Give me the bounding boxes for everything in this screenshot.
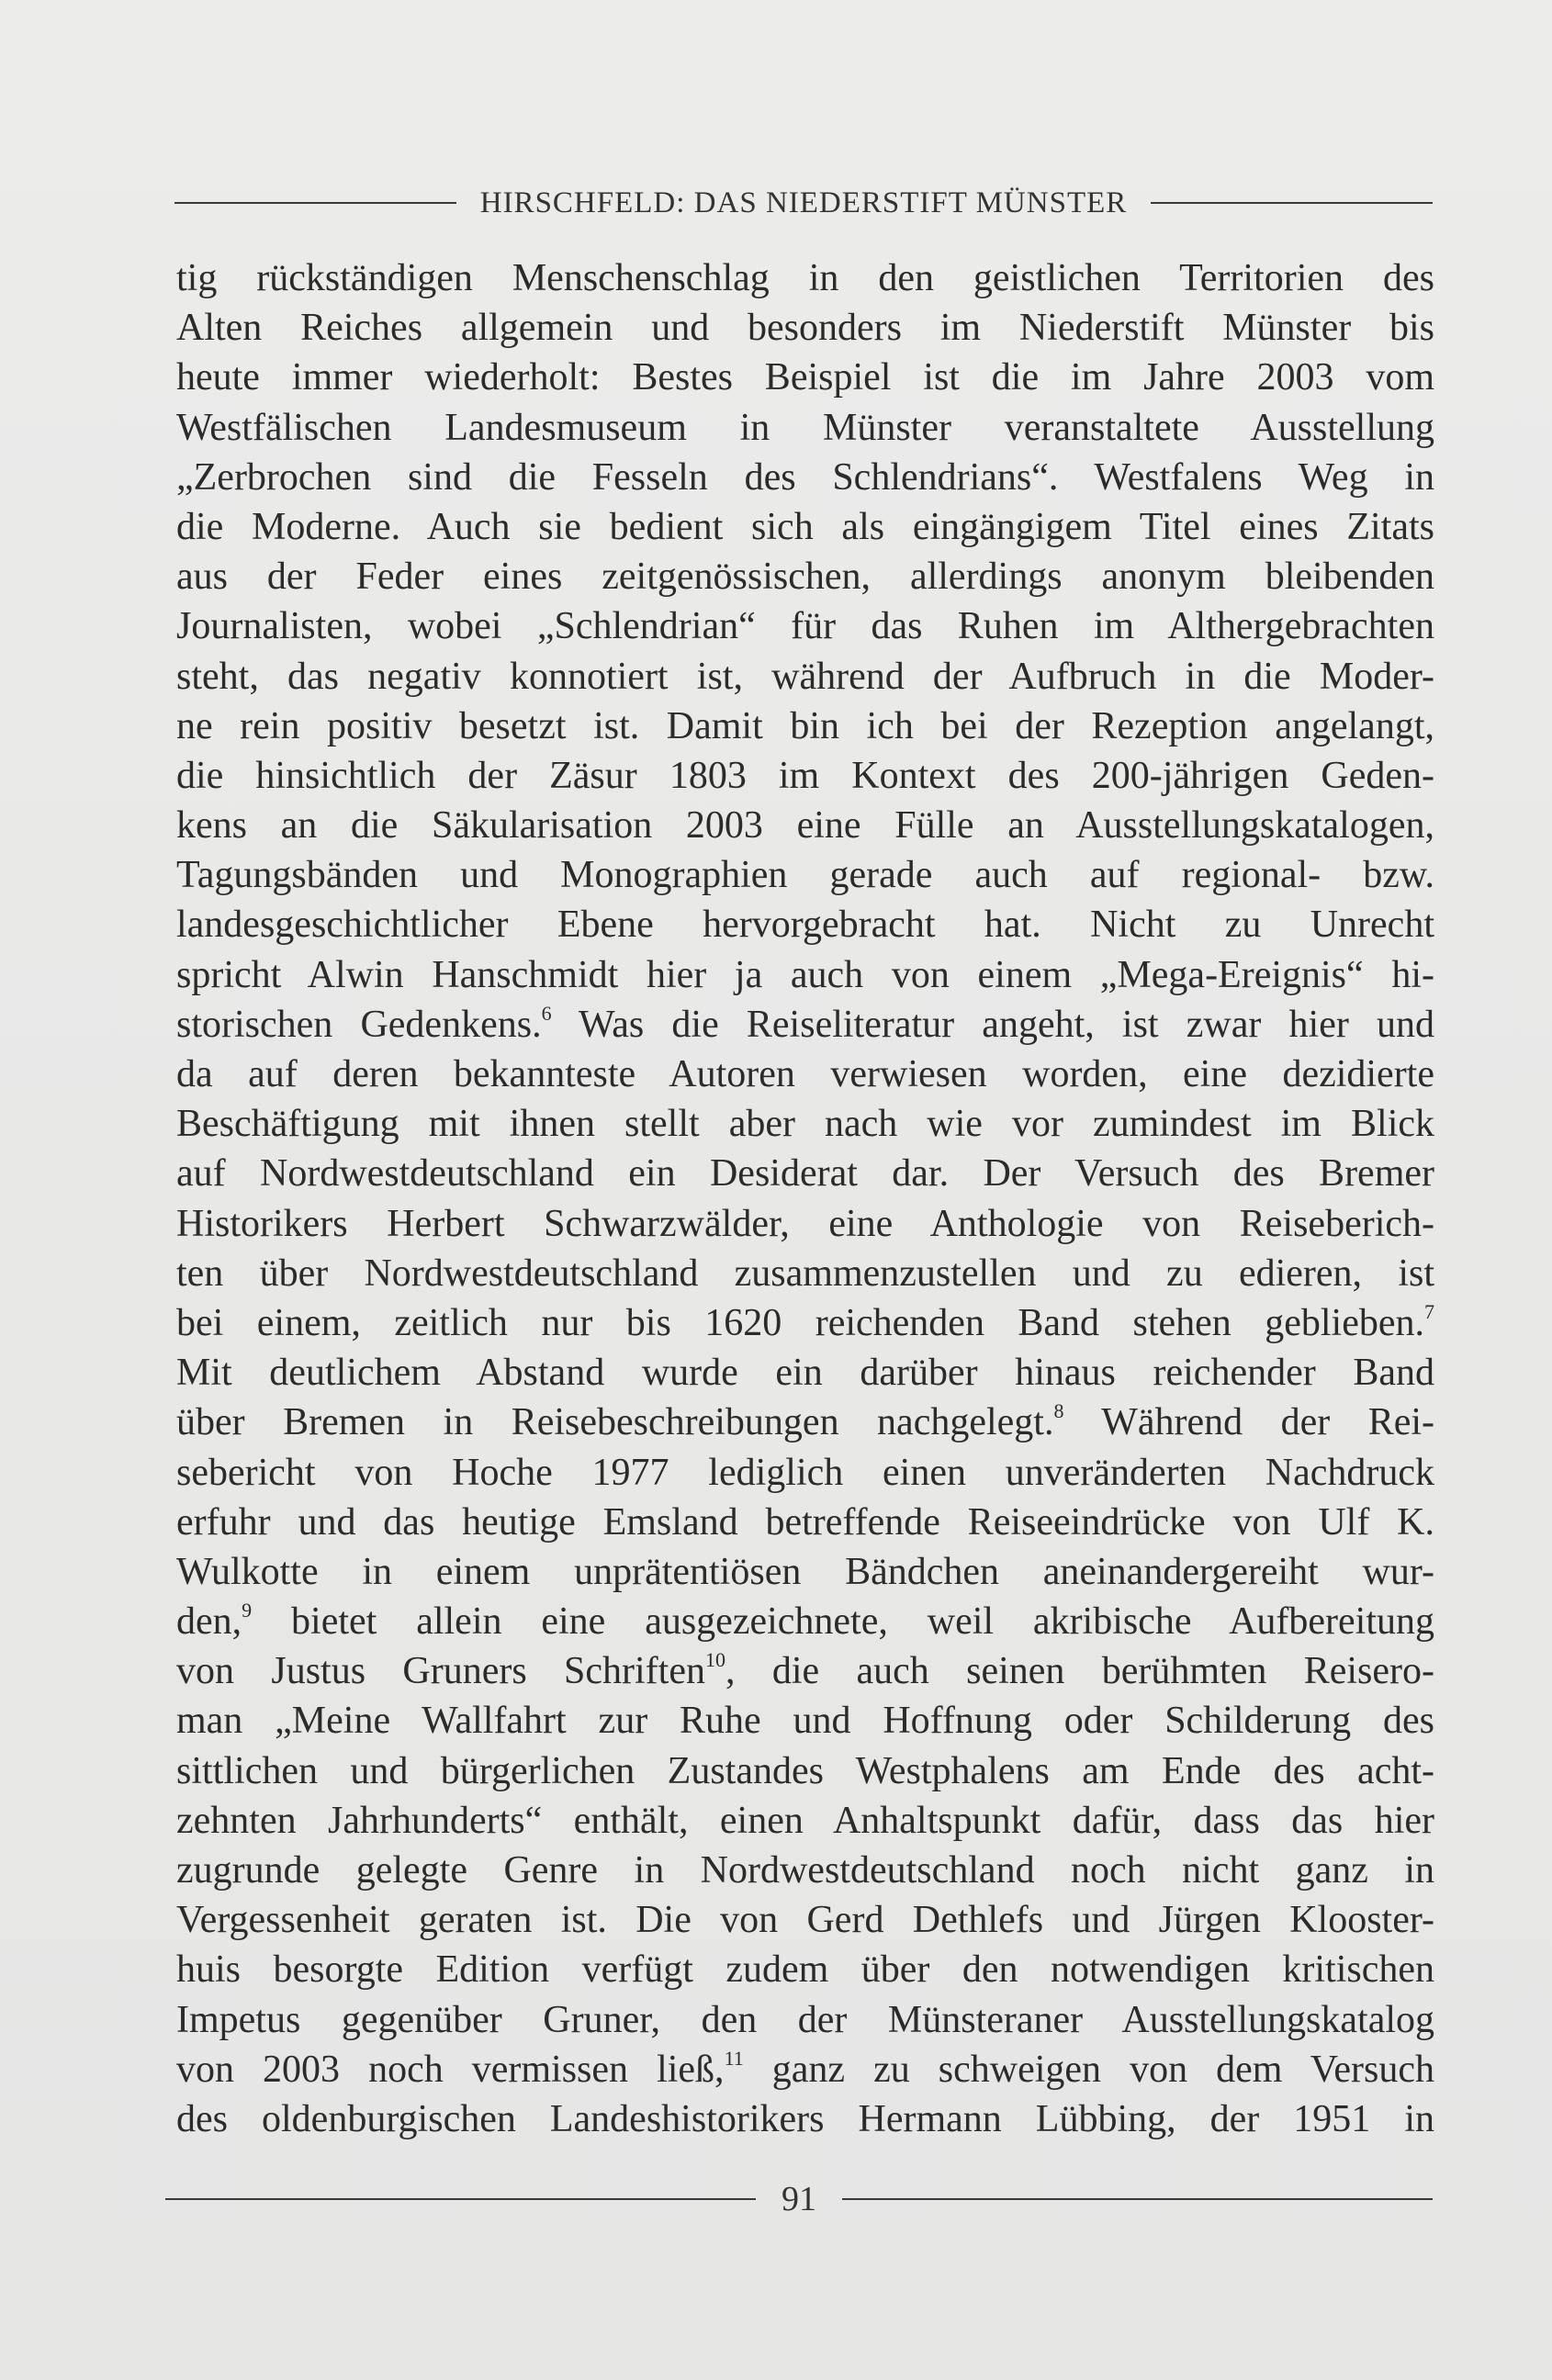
text-line-content: von Justus Gruners Schriften (176, 1650, 705, 1693)
text-line (176, 1448, 1434, 1498)
text-line (176, 950, 1434, 1000)
text-line (176, 253, 1434, 303)
text-line (176, 601, 1434, 651)
text-line-content: die Moderne. Auch sie bedient sich als eingängigem Titel eines Zitats (176, 505, 1434, 548)
text-line (176, 1547, 1434, 1597)
text-line-continuation: , die auch seinen berühmten Reisero- (725, 1650, 1434, 1693)
text-line-content: ten über Nordwestdeutschland zusammenzustellen und zu edieren, ist (176, 1252, 1434, 1295)
running-head-rule-left (174, 202, 456, 204)
text-line-continuation: ganz zu schweigen von dem Versuch (743, 2048, 1434, 2091)
text-line (176, 751, 1434, 801)
running-head-title: HIRSCHFELD: DAS NIEDERSTIFT MÜNSTER (479, 185, 1128, 219)
text-line (176, 1995, 1434, 2045)
text-line-content: „Zerbrochen sind die Fesseln des Schlendrians“. Westfalens Weg in (176, 455, 1434, 499)
text-line (176, 1398, 1434, 1447)
text-line (176, 403, 1434, 453)
text-line (176, 1249, 1434, 1298)
text-line-content: über Bremen in Reisebeschreibungen nachgelegt. (176, 1401, 1054, 1444)
page-number: 91 (782, 2180, 816, 2218)
footnote-reference[interactable]: 11 (724, 2046, 744, 2070)
text-line-content: da auf deren bekannteste Autoren verwiesen worden, eine dezidierte (176, 1053, 1434, 1095)
text-line-content: Historikers Herbert Schwarzwälder, eine Anthologie von Reiseberich- (176, 1202, 1434, 1245)
text-line (176, 1000, 1434, 1050)
text-line (176, 1348, 1434, 1398)
text-line (176, 1050, 1434, 1099)
text-line-content: tig rückständigen Menschenschlag in den geistlichen Territorien des (176, 257, 1434, 299)
footnote-reference[interactable]: 7 (1424, 1299, 1434, 1323)
text-line-content: kens an die Säkularisation 2003 eine Fülle an Ausstellungskatalogen, (176, 804, 1434, 848)
text-line (176, 1149, 1434, 1198)
text-line (176, 702, 1434, 751)
text-line-content: Vergessenheit geraten ist. Die von Gerd Dethlefs und Jürgen Klooster- (176, 1899, 1434, 1942)
footer-rule-right (842, 2198, 1433, 2200)
footer-rule-left (165, 2198, 756, 2200)
page-footer (165, 2176, 1433, 2222)
text-line-content: des oldenburgischen Landeshistorikers Hermann Lübbing, der 1951 in (176, 2097, 1434, 2140)
text-line (176, 1199, 1434, 1249)
text-line-content: Mit deutlichem Abstand wurde ein darüber hinaus reichender Band (176, 1352, 1434, 1395)
text-line-content: auf Nordwestdeutschland ein Desiderat dar. Der Versuch des Bremer (176, 1152, 1434, 1196)
text-line (176, 1298, 1434, 1348)
footnote-reference[interactable]: 9 (242, 1599, 253, 1622)
text-line (176, 652, 1434, 702)
text-line-continuation: Während der Rei- (1063, 1401, 1434, 1444)
text-line (176, 303, 1434, 353)
text-line (176, 801, 1434, 850)
text-line (176, 1099, 1434, 1149)
text-line (176, 850, 1434, 900)
text-line (176, 2045, 1434, 2094)
text-line-content: zehnten Jahrhunderts“ enthält, einen Anhaltspunkt dafür, dass das hier (176, 1799, 1434, 1842)
text-line-content: Alten Reiches allgemein und besonders im Niederstift Münster bis (176, 307, 1434, 350)
text-line-content: Journalisten, wobei „Schlendrian“ für das Ruhen im Althergebrachten (176, 605, 1434, 648)
text-line-content: Beschäftigung mit ihnen stellt aber nach wie vor zumindest im Blick (176, 1103, 1434, 1146)
text-line-content: storischen Gedenkens. (176, 1003, 542, 1046)
text-line (176, 453, 1434, 502)
text-line (176, 353, 1434, 402)
footnote-reference[interactable]: 10 (704, 1648, 725, 1672)
text-line-content: ne rein positiv besetzt ist. Damit bin ich bei der Rezeption angelangt, (176, 704, 1434, 747)
text-line-content: sebericht von Hoche 1977 lediglich einen unveränderten Nachdruck (176, 1451, 1434, 1494)
text-line-content: heute immer wiederholt: Bestes Beispiel ist die im Jahre 2003 vom (176, 356, 1434, 399)
text-line (176, 552, 1434, 601)
text-line-content: von 2003 noch vermissen ließ, (176, 2048, 725, 2091)
text-line-content: sittlichen und bürgerlichen Zustandes Westphalens am Ende des acht- (176, 1749, 1434, 1792)
text-line-content: Westfälischen Landesmuseum in Münster veranstaltete Ausstellung (176, 406, 1434, 449)
running-head (174, 180, 1433, 226)
text-line (176, 1597, 1434, 1646)
text-line-content: huis besorgte Edition verfügt zudem über den notwendigen kritischen (176, 1948, 1434, 1992)
text-line (176, 1945, 1434, 1994)
text-line-content: die hinsichtlich der Zäsur 1803 im Kontext des 200-jährigen Geden- (176, 754, 1434, 797)
text-line-content: spricht Alwin Hanschmidt hier ja auch von einem „Mega-Ereignis“ hi- (176, 953, 1434, 996)
text-line (176, 1646, 1434, 1696)
text-line-content: Wulkotte in einem unprätentiösen Bändchen aneinandergereiht wur- (176, 1550, 1434, 1593)
text-line (176, 1895, 1434, 1945)
text-line (176, 502, 1434, 552)
text-line-content: Impetus gegenüber Gruner, den der Münsteraner Ausstellungskatalog (176, 1998, 1434, 2041)
text-line (176, 2094, 1434, 2144)
footnote-reference[interactable]: 8 (1053, 1399, 1064, 1423)
running-head-rule-right (1151, 202, 1433, 204)
text-line (176, 900, 1434, 949)
text-line-continuation: bietet allein eine ausgezeichnete, weil akribische Aufbereitung (252, 1600, 1434, 1644)
text-line-content: den, (176, 1600, 242, 1644)
text-line (176, 1796, 1434, 1846)
text-line-continuation: Was die Reiseliteratur angeht, ist zwar hier und (551, 1003, 1434, 1046)
text-line (176, 1746, 1434, 1796)
text-line-content: Tagungsbänden und Monographien gerade auch auf regional- bzw. (176, 854, 1434, 897)
text-line-content: landesgeschichtlicher Ebene hervorgebracht hat. Nicht zu Unrecht (176, 904, 1434, 947)
text-line-content: man „Meine Wallfahrt zur Ruhe und Hoffnung oder Schilderung des (176, 1700, 1434, 1743)
text-line (176, 1846, 1434, 1895)
text-line-content: steht, das negativ konnotiert ist, während der Aufbruch in die Moder- (176, 655, 1434, 698)
body-text (176, 253, 1434, 2144)
text-line-content: bei einem, zeitlich nur bis 1620 reichenden Band stehen geblieben. (176, 1301, 1424, 1344)
text-line-content: erfuhr und das heutige Emsland betreffende Reiseeindrücke von Ulf K. (176, 1500, 1434, 1544)
text-line-content: zugrunde gelegte Genre in Nordwestdeutschland noch nicht ganz in (176, 1849, 1434, 1892)
text-line (176, 1498, 1434, 1547)
text-line (176, 1696, 1434, 1746)
text-line-content: aus der Feder eines zeitgenössischen, allerdings anonym bleibenden (176, 556, 1434, 599)
footnote-reference[interactable]: 6 (541, 1001, 552, 1025)
